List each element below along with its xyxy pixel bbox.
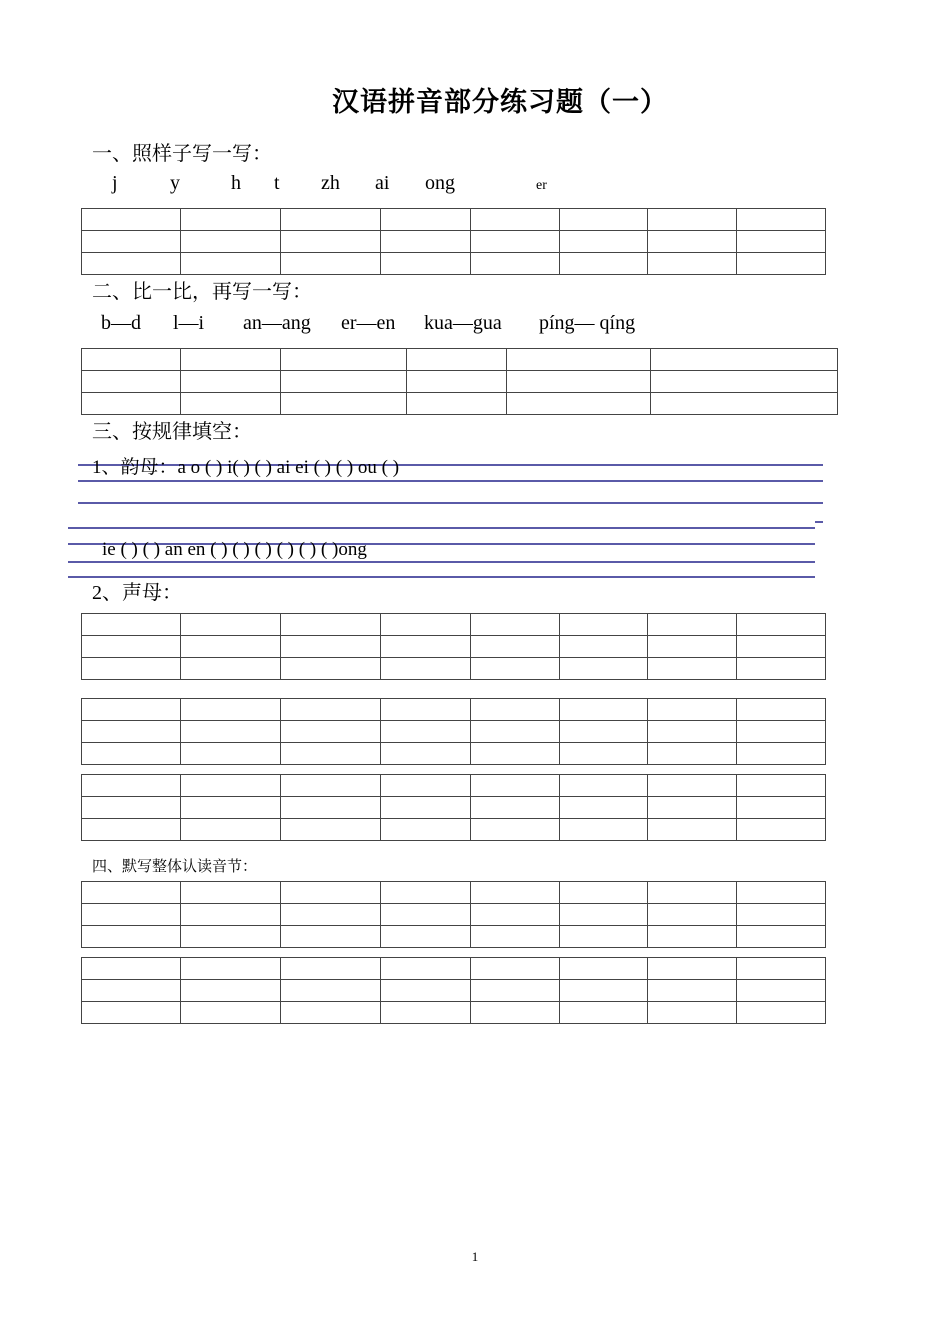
section2-pairs bbox=[0, 312, 950, 338]
example-pinyin: ai bbox=[375, 172, 390, 194]
grid-cell[interactable] bbox=[381, 904, 471, 926]
grid-cell[interactable] bbox=[648, 658, 737, 680]
grid-cell[interactable] bbox=[737, 658, 826, 680]
vowel-fill-line-1[interactable]: 1、韵母：a o ( ) i( ) ( ) ai ei ( ) ( ) ou ( ) bbox=[92, 457, 400, 478]
grid-cell[interactable] bbox=[471, 1002, 560, 1024]
grid-cell[interactable] bbox=[181, 819, 281, 841]
grid-cell[interactable] bbox=[560, 882, 648, 904]
grid-cell[interactable] bbox=[82, 349, 181, 371]
grid-cell[interactable] bbox=[560, 904, 648, 926]
grid-row bbox=[82, 797, 826, 819]
grid-cell[interactable] bbox=[407, 349, 507, 371]
writing-grid-5[interactable] bbox=[81, 774, 826, 841]
grid-cell[interactable] bbox=[471, 775, 560, 797]
grid-cell[interactable] bbox=[381, 958, 471, 980]
grid-cell[interactable] bbox=[648, 699, 737, 721]
grid-cell[interactable] bbox=[281, 926, 381, 948]
grid-row bbox=[82, 393, 838, 415]
grid-row bbox=[82, 231, 826, 253]
grid-cell[interactable] bbox=[471, 721, 560, 743]
compare-pair: l—i bbox=[173, 312, 205, 334]
grid-cell[interactable] bbox=[737, 819, 826, 841]
grid-cell[interactable] bbox=[737, 926, 826, 948]
grid-cell[interactable] bbox=[281, 658, 381, 680]
grid-cell[interactable] bbox=[82, 958, 181, 980]
grid-cell[interactable] bbox=[648, 882, 737, 904]
grid-row bbox=[82, 636, 826, 658]
grid-cell[interactable] bbox=[737, 699, 826, 721]
grid-cell[interactable] bbox=[471, 819, 560, 841]
grid-row bbox=[82, 209, 826, 231]
grid-cell[interactable] bbox=[82, 743, 181, 765]
example-pinyin: j bbox=[112, 172, 118, 194]
writing-rule-line bbox=[68, 527, 815, 529]
grid-cell[interactable] bbox=[82, 614, 181, 636]
section1-examples bbox=[0, 172, 950, 198]
grid-cell[interactable] bbox=[737, 958, 826, 980]
grid-cell[interactable] bbox=[381, 699, 471, 721]
writing-grid-4[interactable] bbox=[81, 698, 826, 765]
writing-grid-3[interactable] bbox=[81, 613, 826, 680]
grid-cell[interactable] bbox=[648, 743, 737, 765]
grid-cell[interactable] bbox=[281, 393, 407, 415]
grid-cell[interactable] bbox=[471, 253, 560, 275]
grid-cell[interactable] bbox=[281, 636, 381, 658]
grid-cell[interactable] bbox=[381, 980, 471, 1002]
writing-grid-2[interactable] bbox=[81, 348, 838, 415]
example-pinyin: t bbox=[274, 172, 280, 194]
grid-cell[interactable] bbox=[407, 371, 507, 393]
grid-cell[interactable] bbox=[507, 349, 651, 371]
grid-cell[interactable] bbox=[651, 349, 838, 371]
grid-cell[interactable] bbox=[82, 1002, 181, 1024]
grid-row bbox=[82, 819, 826, 841]
grid-cell[interactable] bbox=[560, 253, 648, 275]
grid-cell[interactable] bbox=[82, 209, 181, 231]
writing-grid-1[interactable] bbox=[81, 208, 826, 275]
compare-pair: an—ang bbox=[243, 312, 311, 334]
grid-cell[interactable] bbox=[560, 231, 648, 253]
vowel-fill-line-2[interactable]: ie ( ) ( ) an en ( ) ( ) ( ) ( ) ( ) ( )ong bbox=[102, 539, 367, 560]
grid-cell[interactable] bbox=[281, 699, 381, 721]
grid-cell[interactable] bbox=[560, 926, 648, 948]
grid-cell[interactable] bbox=[381, 231, 471, 253]
example-pinyin: y bbox=[170, 172, 180, 194]
grid-cell[interactable] bbox=[737, 1002, 826, 1024]
grid-cell[interactable] bbox=[281, 231, 381, 253]
grid-cell[interactable] bbox=[560, 699, 648, 721]
grid-row bbox=[82, 958, 826, 980]
grid-cell[interactable] bbox=[737, 743, 826, 765]
grid-cell[interactable] bbox=[381, 775, 471, 797]
grid-cell[interactable] bbox=[560, 775, 648, 797]
grid-cell[interactable] bbox=[381, 614, 471, 636]
grid-cell[interactable] bbox=[381, 658, 471, 680]
grid-row bbox=[82, 882, 826, 904]
grid-cell[interactable] bbox=[82, 721, 181, 743]
grid-cell[interactable] bbox=[181, 231, 281, 253]
grid-cell[interactable] bbox=[381, 743, 471, 765]
grid-cell[interactable] bbox=[648, 721, 737, 743]
grid-cell[interactable] bbox=[737, 636, 826, 658]
grid-cell[interactable] bbox=[281, 958, 381, 980]
grid-cell[interactable] bbox=[648, 614, 737, 636]
grid-cell[interactable] bbox=[281, 614, 381, 636]
grid-cell[interactable] bbox=[560, 209, 648, 231]
grid-cell[interactable] bbox=[651, 393, 838, 415]
grid-cell[interactable] bbox=[82, 393, 181, 415]
grid-cell[interactable] bbox=[648, 209, 737, 231]
grid-cell[interactable] bbox=[181, 904, 281, 926]
grid-cell[interactable] bbox=[648, 819, 737, 841]
grid-cell[interactable] bbox=[560, 721, 648, 743]
grid-row bbox=[82, 904, 826, 926]
grid-cell[interactable] bbox=[737, 904, 826, 926]
grid-cell[interactable] bbox=[471, 231, 560, 253]
grid-cell[interactable] bbox=[560, 1002, 648, 1024]
grid-cell[interactable] bbox=[181, 926, 281, 948]
grid-row bbox=[82, 349, 838, 371]
grid-cell[interactable] bbox=[281, 882, 381, 904]
grid-row bbox=[82, 658, 826, 680]
grid-cell[interactable] bbox=[737, 797, 826, 819]
grid-cell[interactable] bbox=[181, 743, 281, 765]
grid-row bbox=[82, 371, 838, 393]
grid-cell[interactable] bbox=[560, 658, 648, 680]
example-pinyin: er bbox=[536, 178, 547, 193]
grid-cell[interactable] bbox=[82, 636, 181, 658]
grid-row bbox=[82, 743, 826, 765]
grid-cell[interactable] bbox=[407, 393, 507, 415]
grid-cell[interactable] bbox=[82, 926, 181, 948]
grid-cell[interactable] bbox=[281, 775, 381, 797]
grid-row bbox=[82, 775, 826, 797]
grid-row bbox=[82, 253, 826, 275]
grid-cell[interactable] bbox=[381, 882, 471, 904]
grid-cell[interactable] bbox=[281, 819, 381, 841]
grid-cell[interactable] bbox=[381, 926, 471, 948]
grid-cell[interactable] bbox=[181, 958, 281, 980]
writing-grid-7[interactable] bbox=[81, 957, 826, 1024]
grid-cell[interactable] bbox=[471, 699, 560, 721]
grid-cell[interactable] bbox=[737, 882, 826, 904]
grid-cell[interactable] bbox=[181, 209, 281, 231]
grid-cell[interactable] bbox=[560, 797, 648, 819]
compare-pair: b—d bbox=[101, 312, 141, 334]
grid-cell[interactable] bbox=[82, 980, 181, 1002]
grid-cell[interactable] bbox=[471, 882, 560, 904]
grid-cell[interactable] bbox=[281, 349, 407, 371]
grid-row bbox=[82, 699, 826, 721]
grid-cell[interactable] bbox=[181, 721, 281, 743]
grid-cell[interactable] bbox=[181, 393, 281, 415]
writing-grid-6[interactable] bbox=[81, 881, 826, 948]
grid-cell[interactable] bbox=[281, 743, 381, 765]
grid-cell[interactable] bbox=[648, 958, 737, 980]
writing-rule-line bbox=[815, 521, 823, 523]
grid-cell[interactable] bbox=[281, 904, 381, 926]
grid-cell[interactable] bbox=[82, 231, 181, 253]
grid-cell[interactable] bbox=[281, 980, 381, 1002]
example-pinyin: ong bbox=[425, 172, 455, 194]
grid-row bbox=[82, 1002, 826, 1024]
grid-cell[interactable] bbox=[381, 253, 471, 275]
grid-cell[interactable] bbox=[281, 1002, 381, 1024]
writing-rule-line bbox=[78, 502, 823, 504]
grid-cell[interactable] bbox=[181, 775, 281, 797]
grid-cell[interactable] bbox=[181, 882, 281, 904]
grid-cell[interactable] bbox=[471, 904, 560, 926]
grid-cell[interactable] bbox=[648, 1002, 737, 1024]
grid-cell[interactable] bbox=[471, 743, 560, 765]
example-pinyin: h bbox=[231, 172, 241, 194]
grid-cell[interactable] bbox=[507, 393, 651, 415]
grid-cell[interactable] bbox=[471, 926, 560, 948]
grid-cell[interactable] bbox=[737, 721, 826, 743]
grid-row bbox=[82, 721, 826, 743]
grid-cell[interactable] bbox=[281, 209, 381, 231]
section1-heading: 一、照样子写一写： bbox=[92, 143, 272, 165]
page-number: 1 bbox=[471, 1249, 479, 1264]
grid-cell[interactable] bbox=[507, 371, 651, 393]
section2-heading: 二、比一比，再写一写： bbox=[92, 281, 312, 303]
grid-cell[interactable] bbox=[737, 980, 826, 1002]
grid-cell[interactable] bbox=[648, 775, 737, 797]
grid-cell[interactable] bbox=[471, 636, 560, 658]
grid-cell[interactable] bbox=[381, 1002, 471, 1024]
grid-cell[interactable] bbox=[82, 819, 181, 841]
grid-cell[interactable] bbox=[181, 980, 281, 1002]
grid-cell[interactable] bbox=[82, 775, 181, 797]
grid-cell[interactable] bbox=[560, 819, 648, 841]
grid-cell[interactable] bbox=[181, 1002, 281, 1024]
grid-cell[interactable] bbox=[560, 743, 648, 765]
grid-cell[interactable] bbox=[181, 614, 281, 636]
grid-cell[interactable] bbox=[381, 819, 471, 841]
grid-cell[interactable] bbox=[281, 797, 381, 819]
example-pinyin: zh bbox=[321, 172, 340, 194]
grid-cell[interactable] bbox=[648, 797, 737, 819]
grid-cell[interactable] bbox=[281, 371, 407, 393]
grid-cell[interactable] bbox=[82, 371, 181, 393]
grid-cell[interactable] bbox=[471, 614, 560, 636]
grid-cell[interactable] bbox=[181, 658, 281, 680]
grid-cell[interactable] bbox=[471, 658, 560, 680]
section3-heading: 三、按规律填空： bbox=[92, 421, 252, 443]
grid-cell[interactable] bbox=[560, 958, 648, 980]
grid-cell[interactable] bbox=[281, 721, 381, 743]
compare-pair: kua—gua bbox=[424, 312, 502, 334]
grid-cell[interactable] bbox=[181, 371, 281, 393]
grid-cell[interactable] bbox=[82, 882, 181, 904]
grid-cell[interactable] bbox=[82, 253, 181, 275]
grid-cell[interactable] bbox=[648, 253, 737, 275]
grid-cell[interactable] bbox=[181, 797, 281, 819]
grid-cell[interactable] bbox=[560, 636, 648, 658]
grid-row bbox=[82, 614, 826, 636]
grid-cell[interactable] bbox=[651, 371, 838, 393]
grid-cell[interactable] bbox=[648, 231, 737, 253]
grid-cell[interactable] bbox=[381, 721, 471, 743]
grid-cell[interactable] bbox=[560, 614, 648, 636]
grid-cell[interactable] bbox=[648, 636, 737, 658]
compare-pair: er—en bbox=[341, 312, 396, 334]
grid-cell[interactable] bbox=[737, 253, 826, 275]
writing-rule-line bbox=[68, 561, 815, 563]
grid-cell[interactable] bbox=[648, 926, 737, 948]
grid-cell[interactable] bbox=[181, 636, 281, 658]
grid-cell[interactable] bbox=[381, 209, 471, 231]
grid-cell[interactable] bbox=[471, 209, 560, 231]
grid-cell[interactable] bbox=[281, 253, 381, 275]
grid-row bbox=[82, 980, 826, 1002]
grid-cell[interactable] bbox=[181, 699, 281, 721]
grid-cell[interactable] bbox=[737, 614, 826, 636]
grid-cell[interactable] bbox=[471, 980, 560, 1002]
grid-cell[interactable] bbox=[648, 980, 737, 1002]
grid-cell[interactable] bbox=[560, 980, 648, 1002]
grid-cell[interactable] bbox=[737, 231, 826, 253]
compare-pair: píng— qíng bbox=[539, 312, 636, 334]
section4-heading: 四、默写整体认读音节： bbox=[92, 859, 258, 875]
grid-cell[interactable] bbox=[471, 797, 560, 819]
writing-rule-line bbox=[78, 480, 823, 482]
grid-row bbox=[82, 926, 826, 948]
grid-cell[interactable] bbox=[737, 209, 826, 231]
grid-cell[interactable] bbox=[181, 253, 281, 275]
grid-cell[interactable] bbox=[381, 797, 471, 819]
consonant-heading: 2、声母： bbox=[92, 582, 182, 604]
grid-cell[interactable] bbox=[471, 958, 560, 980]
grid-cell[interactable] bbox=[648, 904, 737, 926]
page-title: 汉语拼音部分练习题（一） bbox=[332, 87, 668, 117]
grid-cell[interactable] bbox=[737, 775, 826, 797]
grid-cell[interactable] bbox=[82, 699, 181, 721]
grid-cell[interactable] bbox=[181, 349, 281, 371]
grid-cell[interactable] bbox=[381, 636, 471, 658]
grid-cell[interactable] bbox=[82, 797, 181, 819]
grid-cell[interactable] bbox=[82, 904, 181, 926]
grid-cell[interactable] bbox=[82, 658, 181, 680]
